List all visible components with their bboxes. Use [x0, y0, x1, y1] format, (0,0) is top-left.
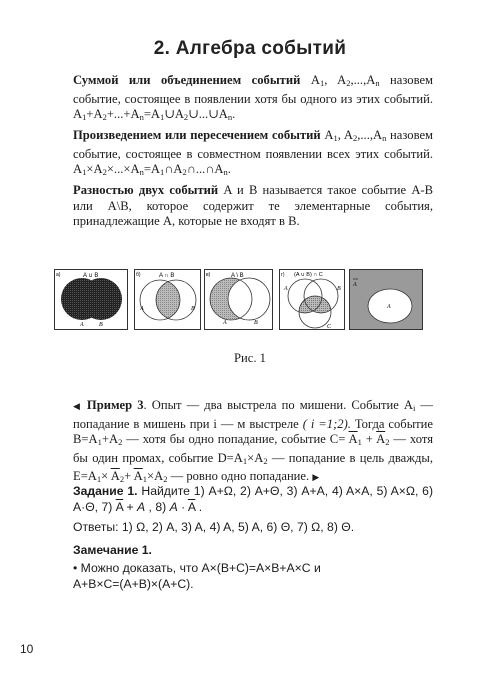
example-3: ◀ Пример 3. Опыт — два выстрела по мишени. Событие $A_i$ — попадание в мишень при i — м выстреле ( i =1;2). Тогда событие $B=A_1+A_2$ — хотя бы одно попадание, событие $C= \overline{A}_1 + \overline{A}_2$ — хотя бы один промах, событие $D=A_1\times A_2$ — попадание в цель дважды, $E=A_1\times \overline{A}_2+ \overline{A}_1\times A_2$ — ровно одно попадание. ▶ — [73, 398, 433, 485]
triangle-right-icon: ▶ — [312, 472, 320, 483]
fig-label-b: б) — [136, 272, 141, 278]
venn-complement — [349, 266, 424, 331]
difference-text: A и B называется такое событие A-B или A\B, которое содержит те элементарные события, принадлежащие A, которые не входят в B. — [73, 183, 434, 229]
remark-title — [73, 543, 433, 559]
product-definition: Произведением или пересечением событий $A_1$, $A_2,...,A_n$ назовем событие, состоящее в совместном появлении всех этих событий. $A_1\times A_2\times...\times A_n=A_1\cap A_2\cap...\cap A_n$. — [73, 128, 434, 178]
fig-set-b: B — [191, 306, 195, 312]
example-title: Пример 3 — [86, 398, 144, 412]
fig-set-b: B — [337, 286, 341, 292]
fig-label-c: в) — [206, 272, 211, 278]
difference-definition — [73, 183, 433, 230]
venn-union — [54, 266, 129, 331]
remark-line-2: A+B×C=(A+B)×(A+C). — [73, 576, 194, 591]
remark-line-1: • Можно доказать, что A×(B+C)=A×B+A×C и — [73, 561, 321, 575]
fig-label-d: г) — [281, 272, 285, 278]
fig-set-a: A — [80, 322, 84, 328]
page-number: 10 — [20, 642, 34, 656]
section-heading: 2. Алгебра событий — [153, 38, 347, 59]
fig-op-three: (A ∪ B) ∩ C — [294, 272, 323, 278]
fig-op-difference: A \ B — [231, 273, 244, 279]
sum-definition: Суммой или объединением событий $A_1$, $A_2,...,A_n$ назовем событие, состоящее в появлении хотя бы одного из этих событий. $A_1+A_2+...+A_n=A_1\cup A_2\cup...\cup A_n$. — [73, 73, 434, 123]
fig-set-a: A — [284, 286, 288, 292]
sum-term: Суммой или объединением событий — [73, 73, 301, 87]
fig-complement-a: A — [353, 282, 357, 288]
fig-op-intersection: A ∩ B — [159, 273, 175, 279]
figure-caption: Рис. 1 — [234, 351, 266, 365]
fig-set-a: A — [387, 304, 391, 310]
fig-label-a: а) — [56, 272, 61, 278]
remark-text — [73, 561, 433, 592]
fig-set-a: A — [140, 306, 144, 312]
task-title: Задание 1. — [73, 484, 138, 498]
venn-difference — [204, 266, 274, 331]
fig-set-c: C — [327, 324, 332, 330]
triangle-left-icon: ◀ — [73, 401, 82, 411]
fig-set-b: B — [254, 320, 258, 326]
product-term: Произведением или пересечением событий — [73, 128, 321, 142]
fig-op-union: A ∪ B — [83, 273, 99, 279]
venn-three-sets — [279, 266, 346, 331]
difference-term: Разностью двух событий — [73, 183, 219, 197]
fig-set-b: B — [99, 322, 103, 328]
venn-intersection — [134, 266, 202, 331]
remark-title-text: Замечание 1. — [73, 543, 152, 557]
fig-set-a: A — [223, 320, 227, 326]
task-answers: Ответы: 1) Ω, 2) A, 3) A, 4) A, 5) A, 6) Θ, 7) Ω, 8) Θ. — [73, 520, 355, 534]
task-1: Задание 1. Найдите 1) A+Ω, 2) A+Θ, 3) A+A, 4) A×A, 5) A×Ω, 6) A·Θ, 7) $\overline{A} + A$ , 8) $A \cdot \overline{A}$ . — [73, 484, 434, 514]
